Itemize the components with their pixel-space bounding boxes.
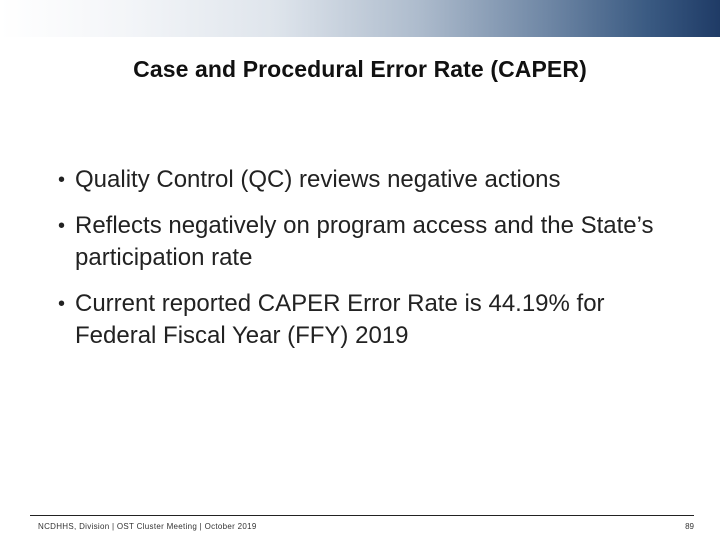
bullet-item [58, 210, 678, 274]
bullet-icon: • [58, 293, 66, 315]
bullet-text: Quality Control (QC) reviews negative actions [75, 166, 561, 193]
page-number: 89 [685, 522, 694, 531]
slide-title: Case and Procedural Error Rate (CAPER) [133, 56, 587, 82]
footer-text: NCDHHS, Division | OST Cluster Meeting | October 2019 [38, 522, 257, 531]
bullet-item [58, 288, 678, 352]
bullet-item [58, 164, 678, 196]
bullet-icon: • [58, 169, 66, 191]
footer-divider [30, 515, 694, 516]
bullet-icon: • [58, 215, 66, 237]
bullet-list [58, 164, 678, 366]
bullet-text: Reflects negatively on program access and the State’s participation rate [75, 212, 654, 271]
bullet-text: Current reported CAPER Error Rate is 44.19% for Federal Fiscal Year (FFY) 2019 [75, 290, 605, 349]
header-gradient-band [0, 0, 720, 37]
